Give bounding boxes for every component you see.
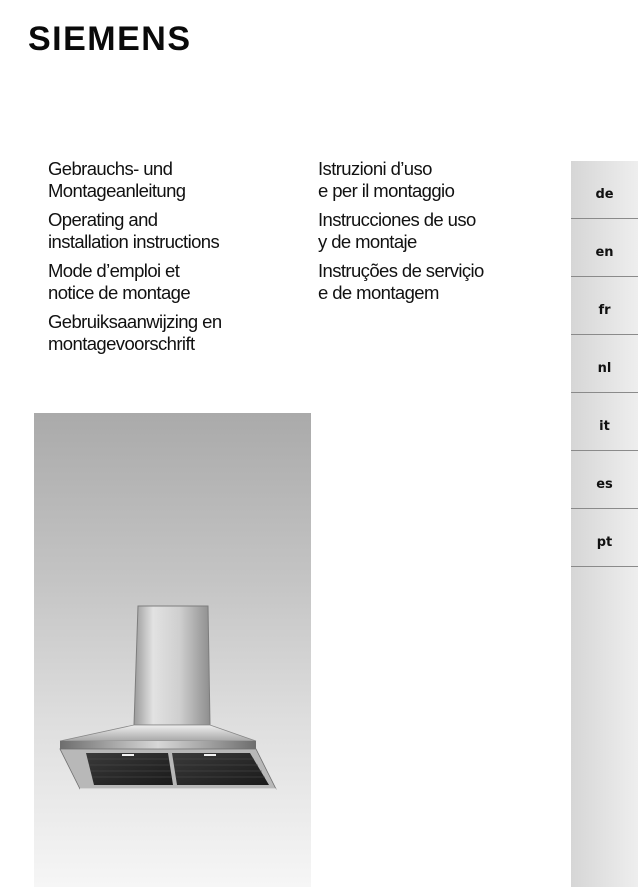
tab-es-label: es xyxy=(596,477,613,492)
product-photo xyxy=(34,413,311,887)
title-es-line2: y de montaje xyxy=(318,230,417,252)
siemens-logo: SIEMENS xyxy=(28,20,192,58)
title-de-line2: Montageanleitung xyxy=(48,179,186,201)
title-pt-line2: e de montagem xyxy=(318,281,439,303)
title-pt xyxy=(318,260,558,303)
title-es-line1: Instrucciones de uso xyxy=(318,209,476,230)
tab-es[interactable] xyxy=(571,451,638,509)
title-en-line1: Operating and xyxy=(48,209,158,230)
title-column-left xyxy=(48,158,298,362)
tab-it-label: it xyxy=(599,419,610,434)
tab-nl-label: nl xyxy=(597,361,612,376)
tab-pt[interactable] xyxy=(571,509,638,567)
title-de-line1: Gebrauchs- und xyxy=(48,158,173,179)
title-column-right xyxy=(318,158,558,311)
title-nl-line2: montagevoorschrift xyxy=(48,332,195,354)
title-pt-line1: Instruções de serviçio xyxy=(318,260,484,281)
tab-de[interactable] xyxy=(571,161,638,219)
title-en xyxy=(48,209,298,252)
language-tabs xyxy=(571,161,638,887)
title-fr-line1: Mode d’emploi et xyxy=(48,260,180,281)
title-es xyxy=(318,209,558,252)
title-fr xyxy=(48,260,298,303)
tab-nl[interactable] xyxy=(571,335,638,393)
title-it xyxy=(318,158,558,201)
tab-en-label: en xyxy=(595,245,614,260)
title-nl xyxy=(48,311,298,354)
tab-en[interactable] xyxy=(571,219,638,277)
title-de xyxy=(48,158,298,201)
cooker-hood-illustration xyxy=(34,413,311,887)
title-en-line2: installation instructions xyxy=(48,230,220,252)
title-fr-line2: notice de montage xyxy=(48,281,191,303)
tab-fr[interactable] xyxy=(571,277,638,335)
tab-pt-label: pt xyxy=(596,535,613,550)
title-nl-line1: Gebruiksaanwijzing en xyxy=(48,311,222,332)
tab-fr-label: fr xyxy=(598,303,611,318)
title-it-line1: Istruzioni d’uso xyxy=(318,158,432,179)
tab-de-label: de xyxy=(595,187,614,202)
title-it-line2: e per il montaggio xyxy=(318,179,455,201)
tab-it[interactable] xyxy=(571,393,638,451)
